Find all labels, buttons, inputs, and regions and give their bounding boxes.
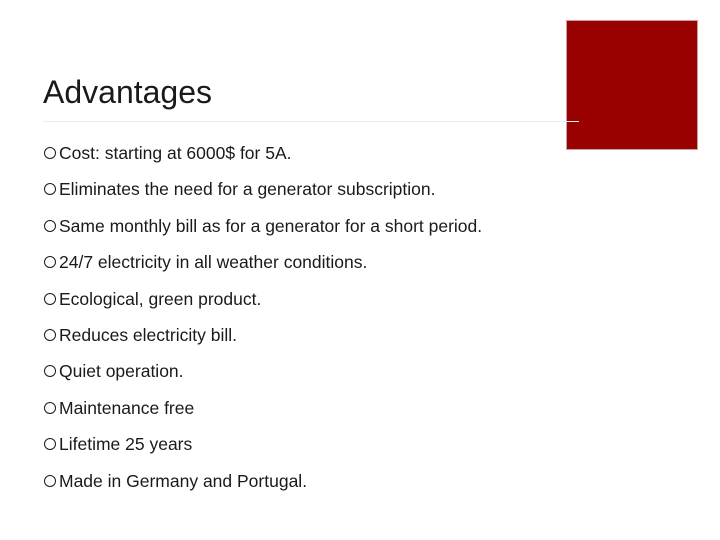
hollow-circle-icon [44,475,56,487]
bullet-text: Made in Germany and Portugal. [59,470,308,491]
bullet-item-quiet [44,359,482,395]
hollow-circle-icon [44,402,56,414]
bullet-item-maintenance [44,396,482,432]
bullet-list [44,141,482,505]
hollow-circle-icon [44,293,56,305]
slide-title: Advantages [43,74,213,110]
hollow-circle-icon [44,147,56,159]
hollow-circle-icon [44,329,56,341]
bullet-item-reduces-bill [44,323,482,359]
bullet-text: Ecological, green product. [59,288,262,309]
bullet-item-same-bill [44,214,482,250]
bullet-text: Lifetime 25 years [59,434,193,455]
bullet-text: Same monthly bill as for a generator for a short period. [59,215,483,236]
bullet-item-no-subscription [44,177,482,213]
title-divider [43,121,579,122]
bullet-item-lifetime [44,432,482,468]
bullet-text: Cost: starting at 6000$ for 5A. [59,143,292,163]
hollow-circle-icon [44,256,56,268]
bullet-item-24-7 [44,250,482,286]
hollow-circle-icon [44,438,56,450]
hollow-circle-icon [44,183,56,195]
bullet-text: 24/7 electricity in all weather conditions. [59,252,368,273]
accent-block [567,21,697,149]
bullet-text: Quiet operation. [59,361,184,382]
bullet-text: Maintenance free [59,397,195,418]
hollow-circle-icon [44,220,56,232]
bullet-item-made-in [44,469,482,505]
bullet-text: Eliminates the need for a generator subscription. [59,179,436,200]
hollow-circle-icon [44,365,56,377]
bullet-item-cost [44,141,482,177]
bullet-item-ecological [44,287,482,323]
bullet-text: Reduces electricity bill. [59,324,237,345]
